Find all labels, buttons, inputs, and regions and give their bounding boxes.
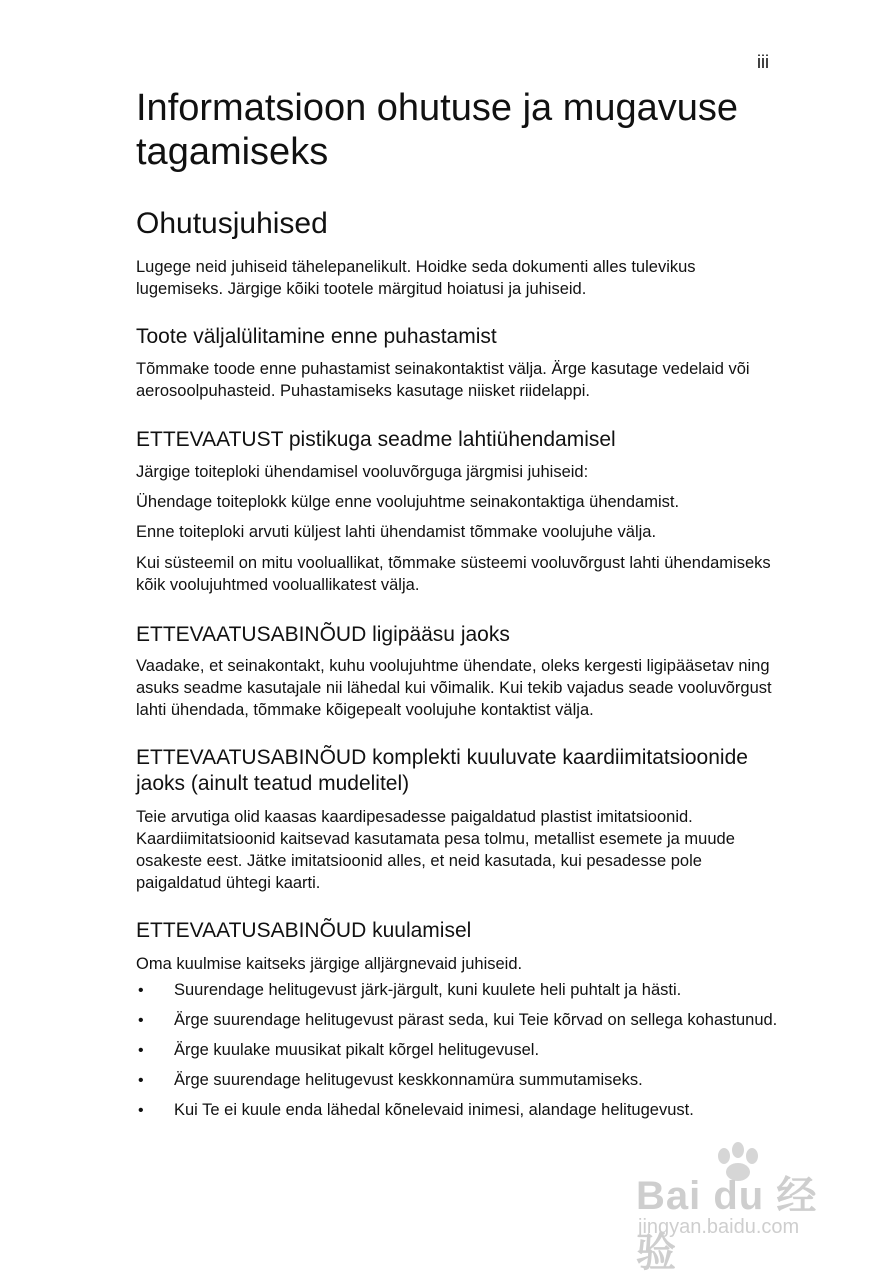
subsection-heading-accessibility: ETTEVAATUSABINÕUD ligipääsu jaoks	[136, 623, 510, 646]
list-item	[136, 977, 786, 1004]
bullet-icon: •	[138, 1042, 144, 1059]
list-item-text: Ärge suurendage helitugevust keskkonnamüra summutamiseks.	[174, 1071, 643, 1089]
subsection-heading-unplugging: ETTEVAATUST pistikuga seadme lahtiühendamisel	[136, 428, 616, 451]
intro-paragraph: Lugege neid juhiseid tähelepanelikult. Hoidke seda dokumenti alles tulevikus lugemiseks. Järgige kõiki tootele märgitud hoiatusi ja juhiseid.	[136, 258, 696, 298]
subsection-paragraph: Enne toiteploki arvuti küljest lahti ühendamist tõmmake voolujuhe välja.	[136, 523, 657, 541]
watermark-logo: Bai du 经验	[636, 1174, 818, 1275]
list-item-text: Ärge suurendage helitugevust pärast seda, kui Teie kõrvad on sellega kohastunud.	[174, 1011, 778, 1029]
bullet-icon: •	[138, 1102, 144, 1119]
watermark-url: jingyan.baidu.com	[638, 1216, 800, 1238]
subsection-paragraph: Teie arvutiga olid kaasas kaardipesadesse paigaldatud plastist imitatsioonid. Kaardiimitatsioonid kaitsevad kasutamata pesa tolmu, metallist esemete ja muude osakeste eest. Jätke imitatsioonid alles, et neid kasutada, kui pesadesse pole paigaldatud ühtegi kaarti.	[136, 808, 735, 892]
section-title: Ohutusjuhised	[136, 207, 328, 240]
list-item	[136, 1007, 786, 1034]
subsection-paragraph: Järgige toiteploki ühendamisel vooluvõrguga järgmisi juhiseid:	[136, 463, 589, 481]
list-item-text: Suurendage helitugevust järk-järgult, kuni kuulete heli puhtalt ja hästi.	[174, 981, 682, 999]
bullet-list	[136, 977, 786, 1126]
list-item	[136, 1097, 786, 1124]
subsection-paragraph: Oma kuulmise kaitseks järgige alljärgnevaid juhiseid.	[136, 955, 523, 973]
list-item	[136, 1067, 786, 1094]
page-number: iii	[757, 52, 769, 72]
baidu-watermark	[628, 1142, 858, 1275]
list-item-text: Kui Te ei kuule enda lähedal kõnelevaid inimesi, alandage helitugevust.	[174, 1101, 694, 1119]
list-item	[136, 1037, 786, 1064]
subsection-heading-dummy-cards: ETTEVAATUSABINÕUD komplekti kuuluvate kaardiimitatsioonide jaoks (ainult teatud mudelitel)	[136, 746, 748, 795]
bullet-icon: •	[138, 982, 144, 999]
bullet-icon: •	[138, 1072, 144, 1089]
subsection-paragraph: Tõmmake toode enne puhastamist seinakontaktist välja. Ärge kasutage vedelaid või aerosoolpuhasteid. Puhastamiseks kasutage niisket riidelappi.	[136, 360, 750, 400]
subsection-paragraph: Ühendage toiteplokk külge enne voolujuhtme seinakontaktiga ühendamist.	[136, 493, 680, 511]
subsection-heading-cleaning: Toote väljalülitamine enne puhastamist	[136, 325, 497, 348]
list-item-text: Ärge kuulake muusikat pikalt kõrgel helitugevusel.	[174, 1041, 540, 1059]
subsection-heading-listening: ETTEVAATUSABINÕUD kuulamisel	[136, 919, 472, 942]
page-title: Informatsioon ohutuse ja mugavuse tagamiseks	[136, 87, 739, 173]
subsection-paragraph: Kui süsteemil on mitu vooluallikat, tõmmake süsteemi vooluvõrgust lahti ühendamiseks kõik voolujuhtmed vooluallikatest välja.	[136, 554, 771, 594]
subsection-paragraph: Vaadake, et seinakontakt, kuhu voolujuhtme ühendate, oleks kergesti ligipääsetav ning asuks seadme kasutajale nii lähedal kui võimalik. Kui tekib vajadus seade vooluvõrgust lahti ühendada, tõmmake kõigepealt voolujuhe kontaktist välja.	[136, 657, 772, 719]
bullet-icon: •	[138, 1012, 144, 1029]
